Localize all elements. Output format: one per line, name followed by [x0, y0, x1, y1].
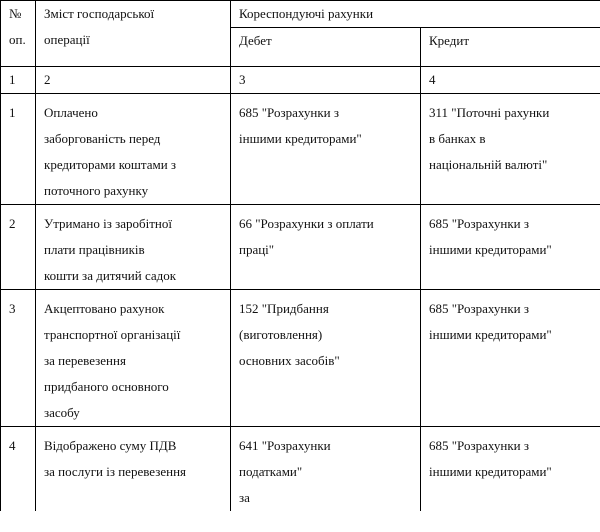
debit-account: 685 "Розрахунки з іншими кредиторами"	[231, 94, 421, 205]
debit-account: 152 "Придбання (виготовлення) основних засобів"	[231, 290, 421, 427]
column-index-row	[1, 67, 600, 94]
header-operation-content: Зміст господарської операції	[36, 1, 231, 67]
table-row	[1, 290, 600, 427]
operation-content: Утримано із заробітної плати працівників кошти за дитячий садок	[36, 205, 231, 290]
operation-number: 3	[1, 290, 36, 427]
header-debit: Дебет	[231, 28, 421, 67]
operation-content: Відображено суму ПДВ за послуги із перевезення	[36, 427, 231, 512]
table-row	[1, 205, 600, 290]
debit-account: 66 "Розрахунки з оплати праці"	[231, 205, 421, 290]
header-credit: Кредит	[421, 28, 600, 67]
header-row	[1, 1, 600, 28]
column-index-1: 1	[1, 67, 36, 94]
credit-account: 685 "Розрахунки з іншими кредиторами"	[421, 427, 600, 512]
credit-account: 685 "Розрахунки з іншими кредиторами"	[421, 290, 600, 427]
debit-account: 641 "Розрахунки податками" за	[231, 427, 421, 512]
column-index-4: 4	[421, 67, 600, 94]
credit-account: 311 "Поточні рахунки в банках в національній валюті"	[421, 94, 600, 205]
column-index-2: 2	[36, 67, 231, 94]
header-number-of-operation: № оп.	[1, 1, 36, 67]
operation-content: Оплачено заборгованість перед кредиторами коштами з поточного рахунку	[36, 94, 231, 205]
table-row	[1, 427, 600, 512]
table-row	[1, 94, 600, 205]
credit-account: 685 "Розрахунки з іншими кредиторами"	[421, 205, 600, 290]
operation-number: 2	[1, 205, 36, 290]
operation-number: 1	[1, 94, 36, 205]
header-corresponding-accounts: Кореспондуючі рахунки	[231, 1, 600, 28]
operation-content: Акцептовано рахунок транспортної організації за перевезення придбаного основного засобу	[36, 290, 231, 427]
column-index-3: 3	[231, 67, 421, 94]
operation-number: 4	[1, 427, 36, 512]
